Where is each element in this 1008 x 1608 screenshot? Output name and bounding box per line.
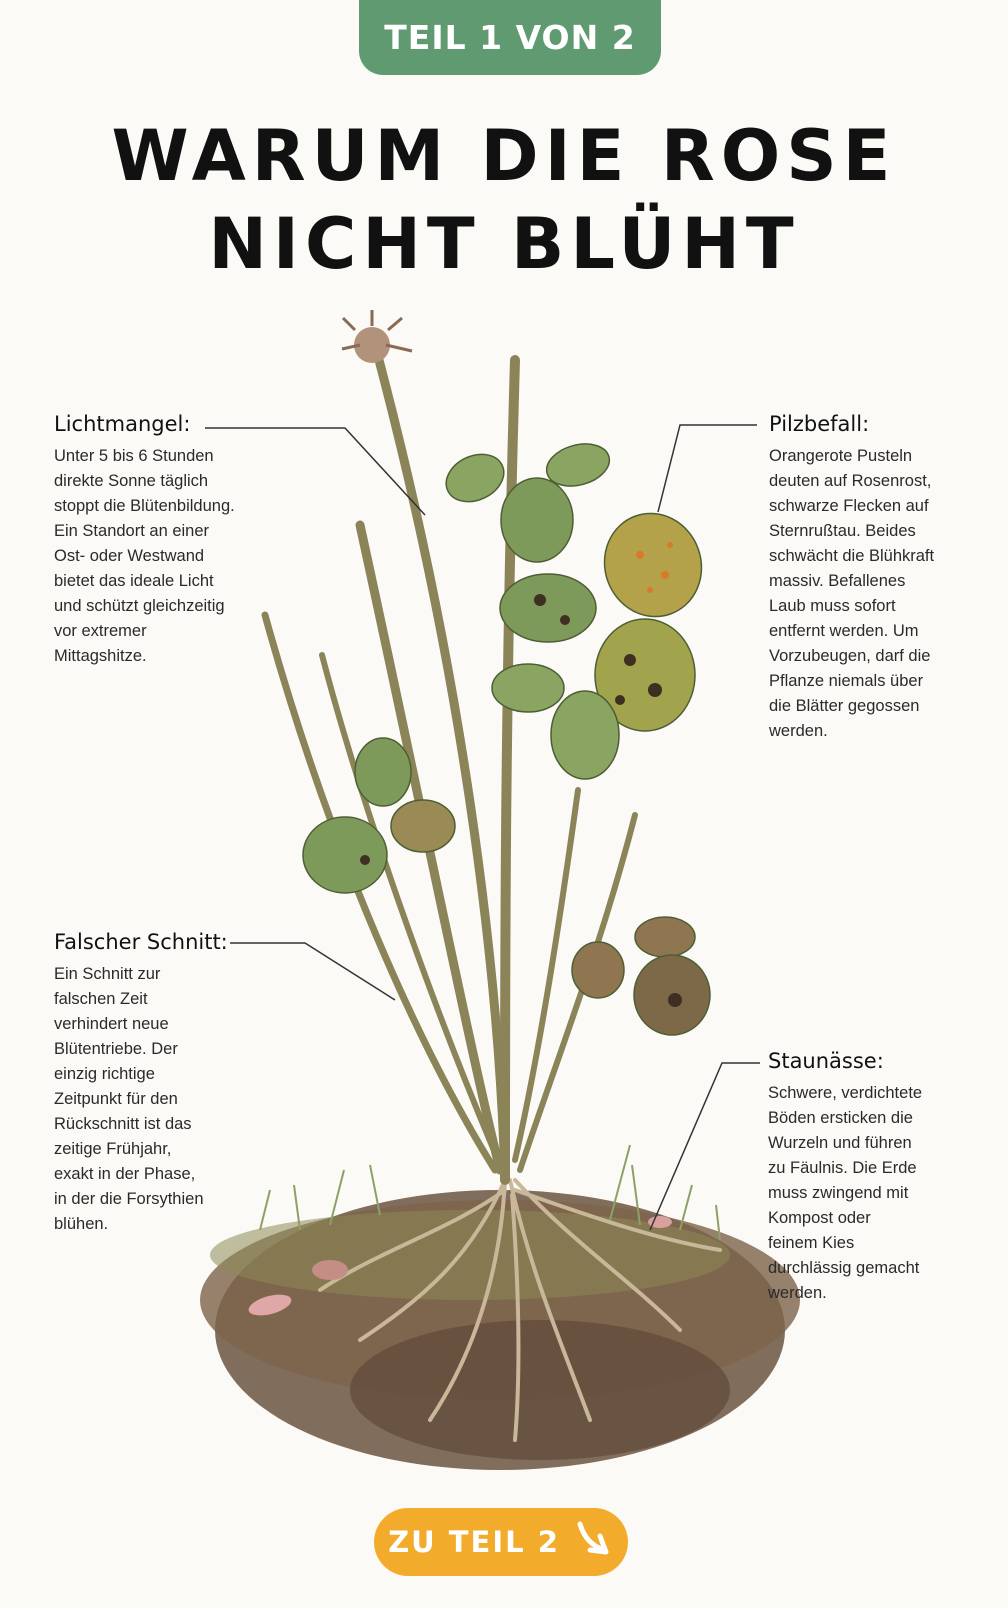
text-line: Rückschnitt ist das	[54, 1115, 192, 1133]
text-line: muss zwingend mit	[768, 1184, 909, 1202]
text-line: schwächt die Blühkraft	[769, 547, 935, 565]
text-line: Blütentriebe. Der	[54, 1040, 178, 1058]
callout-light-text	[54, 444, 264, 669]
disease-spots	[360, 594, 682, 1007]
text-line: Orangerote Pusteln	[769, 447, 913, 465]
text-line: zeitige Frühjahr,	[54, 1140, 172, 1158]
text-line: vor extremer	[54, 622, 147, 640]
text-line: verhindert neue	[54, 1015, 169, 1033]
text-line: werden.	[769, 722, 828, 740]
text-line: Sternrußtau. Beides	[769, 522, 916, 540]
title-line-1: WARUM DIE ROSE	[111, 115, 897, 197]
text-line: die Blätter gegossen	[769, 697, 920, 715]
text-line: blühen.	[54, 1215, 109, 1233]
text-line: Pflanze niemals über	[769, 672, 924, 690]
text-line: entfernt werden. Um	[769, 622, 919, 640]
callout-light	[54, 412, 264, 669]
callout-fungus	[769, 412, 969, 744]
next-part-button[interactable]	[374, 1508, 628, 1576]
text-line: deuten auf Rosenrost,	[769, 472, 932, 490]
text-line: Wurzeln und führen	[768, 1134, 912, 1152]
callout-waterlogging-text	[768, 1081, 968, 1306]
text-line: werden.	[768, 1284, 827, 1302]
callout-light-heading: Lichtmangel:	[54, 412, 191, 436]
text-line: und schützt gleichzeitig	[54, 597, 225, 615]
text-line: Kompost oder	[768, 1209, 871, 1227]
text-line: bietet das ideale Licht	[54, 572, 214, 590]
callout-waterlogging-heading: Staunässe:	[768, 1049, 884, 1073]
callout-waterlogging	[768, 1049, 968, 1306]
text-line: schwarze Flecken auf	[769, 497, 929, 515]
text-line: einzig richtige	[54, 1065, 155, 1083]
text-line: stoppt die Blütenbildung.	[54, 497, 235, 515]
text-line: exakt in der Phase,	[54, 1165, 196, 1183]
text-line: durchlässig gemacht	[768, 1259, 920, 1277]
callout-fungus-heading: Pilzbefall:	[769, 412, 870, 436]
text-line: falschen Zeit	[54, 990, 148, 1008]
text-line: Vorzubeugen, darf die	[769, 647, 931, 665]
text-line: Ein Standort an einer	[54, 522, 210, 540]
text-line: feinem Kies	[768, 1234, 855, 1252]
text-line: zu Fäulnis. Die Erde	[768, 1159, 917, 1177]
next-part-label: ZU TEIL 2	[388, 1525, 560, 1559]
text-line: Mittagshitze.	[54, 647, 147, 665]
title-line-2: NICHT BLÜHT	[208, 203, 800, 285]
leader-line-pruning	[230, 943, 395, 1000]
text-line: Zeitpunkt für den	[54, 1090, 178, 1108]
text-line: Schwere, verdichtete	[768, 1084, 923, 1102]
text-line: in der die Forsythien	[54, 1190, 204, 1208]
text-line: Ein Schnitt zur	[54, 965, 161, 983]
text-line: Laub muss sofort	[769, 597, 896, 615]
spent-bloom	[342, 310, 412, 363]
callout-pruning-heading: Falscher Schnitt:	[54, 930, 228, 954]
callout-pruning-text	[54, 962, 254, 1237]
text-line: direkte Sonne täglich	[54, 472, 209, 490]
callout-pruning	[54, 930, 254, 1237]
text-line: Ost- oder Westwand	[54, 547, 205, 565]
text-line: Unter 5 bis 6 Stunden	[54, 447, 214, 465]
leader-line-fungus	[658, 425, 757, 512]
text-line: massiv. Befallenes	[769, 572, 906, 590]
part-badge: TEIL 1 VON 2	[359, 0, 661, 75]
leader-line-waterlogging	[650, 1063, 760, 1230]
callout-fungus-text	[769, 444, 969, 744]
text-line: Böden ersticken die	[768, 1109, 913, 1127]
arrow-down-right-icon	[574, 1520, 614, 1564]
